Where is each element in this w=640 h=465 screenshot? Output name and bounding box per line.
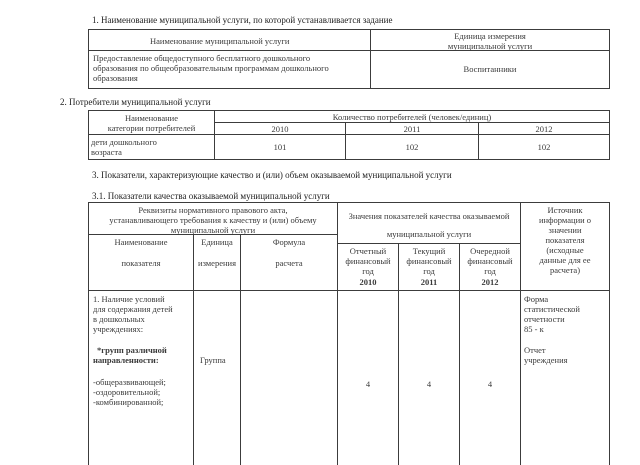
s31-period-current-l1: Текущий [412,246,446,256]
section31-heading: 3.1. Показатели качества оказываемой муниципальной услуги [92,191,330,201]
s31-period-current-year: 2011 [420,277,438,287]
s31-group-line2: направленности: [93,355,159,365]
s31-values-header-line1: Значения показателей качества оказываемой [348,211,510,221]
s31-values-header-line2: муниципальной услуги [386,229,472,239]
s31-source-header-6: данные для ее [539,255,591,265]
s31-period-current-l3: год [423,266,435,276]
s1-col1-header: Наименование муниципальной услуги [150,36,290,46]
s2-col1-header-line2: категории потребителей [107,123,196,133]
s1-right-border [609,29,610,89]
s31-sub-unit-line1: Единица [201,237,233,247]
s2-header-bottom [88,134,610,135]
s31-value-current: 4 [426,379,432,389]
s31-body-line1: 1. Наличие условий [93,294,165,304]
s31-period-next-l3: год [484,266,496,276]
s2-years-top [214,122,610,123]
s31-source-header-4: показателя [545,235,585,245]
s31-source-header-1: Источник [547,205,583,215]
s1-unit-value: Воспитанники [463,64,517,74]
s1-bottom-border [88,88,610,89]
section2-heading: 2. Потребители муниципальной услуги [60,97,211,107]
s31-sub-top-right [337,243,520,244]
s31-unit-value: Группа [200,355,226,365]
s2-right-border [609,110,610,160]
s31-group-line1: *групп различной [97,345,167,355]
s1-service-line1: Предоставление общедоступного бесплатного дошкольного [93,53,311,63]
s31-right-border [609,202,610,465]
s31-source-line3: отчетности [524,314,565,324]
s31-source-header-3: значении [548,225,582,235]
s31-period-reporting-l1: Отчетный [349,246,387,256]
s31-period-next-l1: Очередной [470,246,510,256]
s31-body-line4: учреждениях: [93,324,144,334]
s31-source-header-5: (исходные [546,245,584,255]
s31-value-next: 4 [487,379,493,389]
s31-sub-name-line2: показателя [121,258,161,268]
s1-mid-divider [370,29,371,89]
s31-body-line3: в дошкольных [93,314,145,324]
s2-value-2010: 101 [273,142,287,152]
s31-header-bottom [88,290,610,291]
s2-year-2012: 2012 [535,124,553,134]
section3-heading: 3. Показатели, характеризующие качество и (или) объем оказываемой муниципальной услуги [92,170,452,180]
s31-div-values [337,202,338,465]
s31-period-reporting-l2: финансовый [345,256,391,266]
s2-year-2010: 2010 [271,124,289,134]
s1-left-border [88,29,89,89]
s31-period-next-year: 2012 [481,277,499,287]
s31-source-header-2: информации о [538,215,592,225]
s2-qty-header: Количество потребителей (человек/единиц) [332,112,492,122]
s31-list-line3: -комбинированной; [93,397,164,407]
s31-div-formula [240,234,241,465]
s31-body-line2: для содержания детей [93,304,173,314]
s31-period-reporting-year: 2010 [359,277,377,287]
s31-source-line4: 85 - к [524,324,544,334]
s31-req-header-line3: муниципальной услуги [170,225,256,235]
s31-req-header-line2: устанавливающего требования к качеству и (или) объему [109,215,317,225]
s1-col2-header-line1: Единица измерения [454,31,526,41]
s1-col2-header-line2: муниципальной услуги [447,41,533,51]
s31-source-header-7: расчета) [549,265,581,275]
s2-year-2011: 2011 [403,124,421,134]
s31-period-current-l2: финансовый [406,256,452,266]
s31-source-line7: учреждения [524,355,568,365]
s1-service-line3: образования [93,73,138,83]
s31-sub-formula-line1: Формула [272,237,306,247]
s2-col1-header-line1: Наименование [125,113,178,123]
s2-value-2012: 102 [537,142,551,152]
s2-row-label-line1: дети дошкольного [91,137,157,147]
s31-source-line1: Форма [524,294,549,304]
s31-period-next-l2: финансовый [467,256,513,266]
s31-req-header-line1: Реквизиты нормативного правового акта, [138,205,288,215]
s31-value-reporting: 4 [365,379,371,389]
s2-row-label-line2: возраста [91,147,122,157]
s2-bottom-border [88,159,610,160]
s31-source-line6: Отчет [524,345,546,355]
s1-top-border [88,29,610,30]
s31-sub-unit-line2: измерения [198,258,236,268]
s1-service-line2: образования по общеобразовательным программам дошкольного [93,63,329,73]
s31-source-line2: статистической [524,304,580,314]
s31-list-line1: -общеразвивающей; [93,377,166,387]
s2-value-2011: 102 [405,142,419,152]
s31-top-border [88,202,610,203]
s31-div-unit [193,234,194,465]
s31-list-line2: -оздоровительной; [93,387,161,397]
s2-top-border [88,110,610,111]
s31-sub-name-line1: Наименование [114,237,168,247]
s31-sub-formula-line2: расчета [275,258,303,268]
s31-period-reporting-l3: год [362,266,374,276]
section1-heading: 1. Наименование муниципальной услуги, по которой устанавливается задание [92,15,393,25]
